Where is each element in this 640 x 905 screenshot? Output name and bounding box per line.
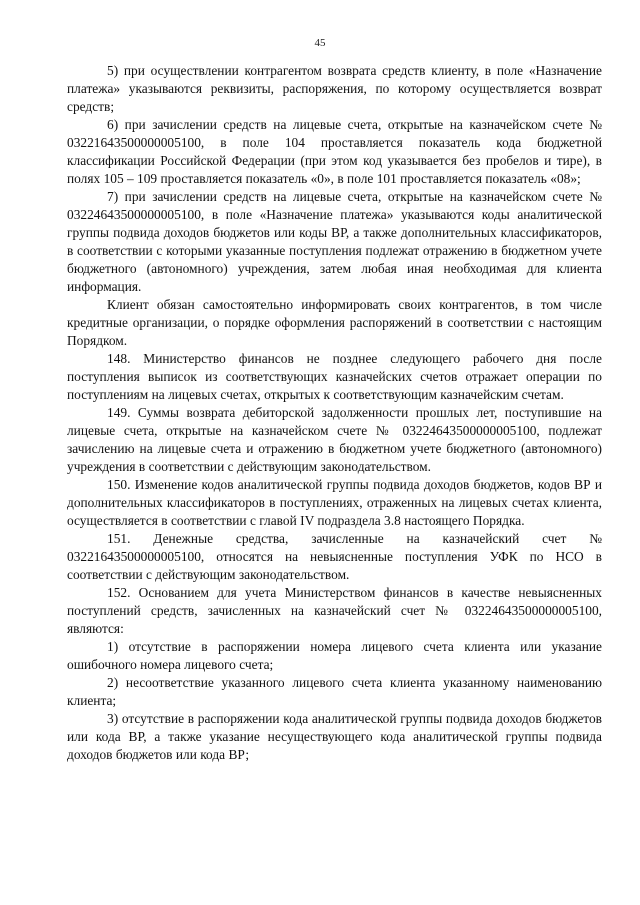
paragraph-item-6: 6) при зачислении средств на лицевые счета, открытые на казначейском счете № 03221643500000005100, в поле 104 проставляется показатель кода бюджетной классификации Российской Федерации (при этом код указывается без пробелов и тире), в полях 105 – 109 проставляется показатель «0», в поле 101 проставляется показатель «08»;	[67, 117, 602, 186]
paragraph-item-7: 7) при зачислении средств на лицевые счета, открытые на казначейском счете № 03224643500000005100, в поле «Назначение платежа» указываются коды аналитической группы подвида доходов бюджетов или коды ВР, а также дополнительных классификаторов, в соответствии с которыми указанные поступления подлежат отражению в бюджетном учете бюджетного (автономного) учреждения, затем любая иная необходимая для клиента информация.	[67, 189, 602, 294]
document-body	[67, 62, 602, 764]
paragraph-client-obligation: Клиент обязан самостоятельно информировать своих контрагентов, в том числе кредитные организации, о порядке оформления распоряжений в соответствии с настоящим Порядком.	[67, 297, 602, 348]
paragraph-152: 152. Основанием для учета Министерством финансов в качестве невыясненных поступлений средств, зачисленных на казначейский счет № 03224643500000005100, являются:	[67, 585, 602, 636]
paragraph-151: 151. Денежные средства, зачисленные на казначейский счет № 03221643500000005100, относятся на невыясненные поступления УФК по НСО в соответствии с действующим законодательством.	[67, 531, 602, 582]
paragraph-item-5: 5) при осуществлении контрагентом возврата средств клиенту, в поле «Назначение платежа» указываются реквизиты, распоряжения, по которому осуществляется возврат средств;	[67, 63, 602, 114]
paragraph-150: 150. Изменение кодов аналитической группы подвида доходов бюджетов, кодов ВР и дополнительных классификаторов в поступлениях, отраженных на лицевых счетах клиента, осуществляется в соответствии с главой IV подраздела 3.8 настоящего Порядка.	[67, 477, 602, 528]
paragraph-152-item-3: 3) отсутствие в распоряжении кода аналитической группы подвида доходов бюджетов или кода ВР, а также указание несуществующего кода аналитической группы подвида доходов бюджетов или кода ВР;	[67, 711, 602, 762]
paragraph-152-item-1: 1) отсутствие в распоряжении номера лицевого счета клиента или указание ошибочного номера лицевого счета;	[67, 639, 602, 672]
page-number: 45	[314, 37, 326, 49]
paragraph-148: 148. Министерство финансов не позднее следующего рабочего дня после поступления выписок из соответствующих казначейских счетов отражает операции по поступлениям на лицевых счетах, открытых к соответствующим казначейским счетам.	[67, 351, 602, 402]
paragraph-149: 149. Суммы возврата дебиторской задолженности прошлых лет, поступившие на лицевые счета, открытые на казначейском счете № 03224643500000005100, подлежат зачислению на лицевые счета и отражению в бюджетном учете бюджетного (автономного) учреждения в соответствии с действующим законодательством.	[67, 405, 602, 474]
paragraph-152-item-2: 2) несоответствие указанного лицевого счета клиента указанному наименованию клиента;	[67, 675, 602, 708]
